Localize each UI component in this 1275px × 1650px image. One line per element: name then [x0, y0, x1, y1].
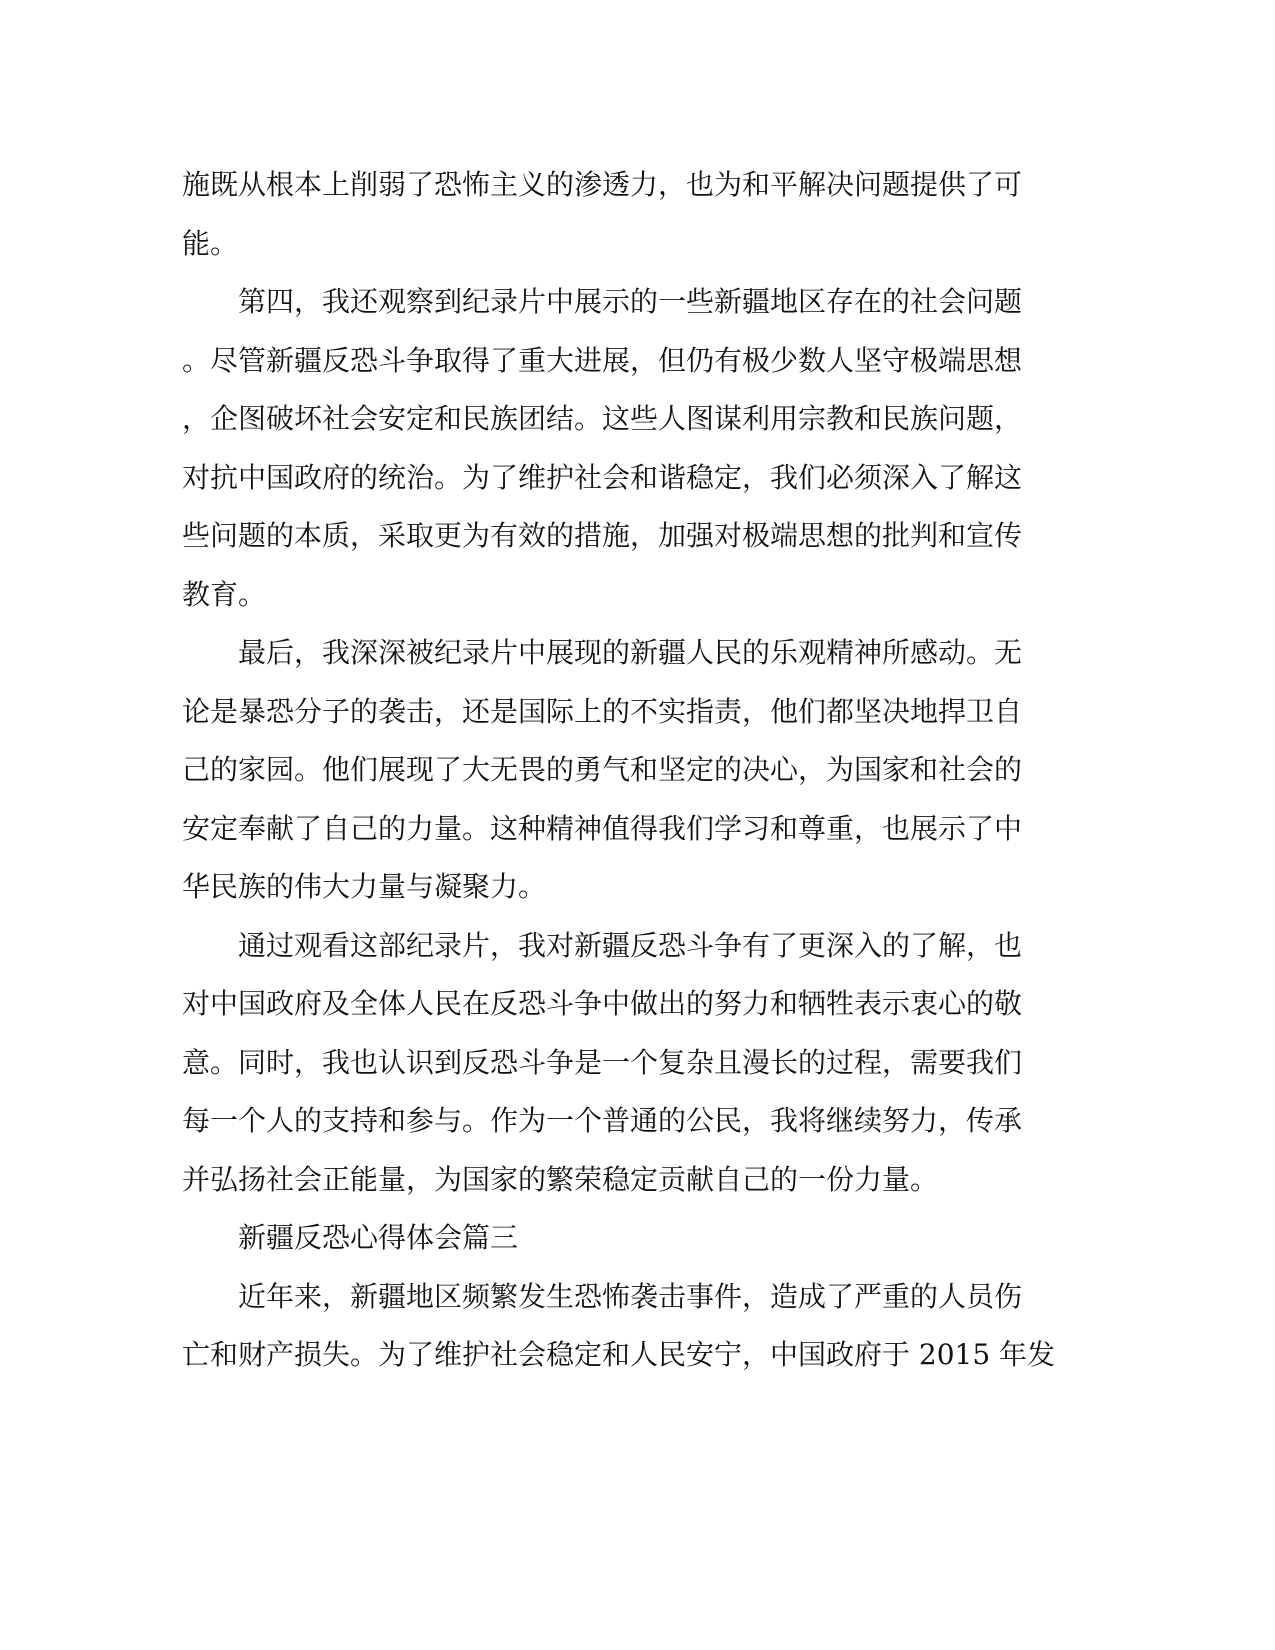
text-line: 施既从根本上削弱了恐怖主义的渗透力，也为和平解决问题提供了可: [182, 168, 1023, 201]
text-line: 安定奉献了自己的力量。这种精神值得我们学习和尊重，也展示了中: [182, 811, 1023, 845]
text-line: 近年来，新疆地区频繁发生恐怖袭击事件，造成了严重的人员伤: [182, 1279, 1023, 1313]
text-line: 每一个人的支持和参与。作为一个普通的公民，我将继续努力，传承: [182, 1104, 1023, 1137]
document-body: [182, 156, 1056, 1385]
text-line: 通过观看这部纪录片，我对新疆反恐斗争有了更深入的了解，也: [182, 928, 1023, 962]
text-line: 华民族的伟大力量与凝聚力。: [182, 870, 547, 903]
text-line: 己的家园。他们展现了大无畏的勇气和坚定的决心，为国家和社会的: [182, 753, 1023, 786]
text-line: 亡和财产损失。为了维护社会稳定和人民安宁，中国政府于 2015 年发: [182, 1338, 1056, 1371]
text-line: 第四，我还观察到纪录片中展示的一些新疆地区存在的社会问题: [182, 285, 1023, 318]
text-line: 能。: [182, 226, 239, 260]
text-line: 对抗中国政府的统治。为了维护社会和谐稳定，我们必须深入了解这: [182, 460, 1023, 494]
text-line: 最后，我深深被纪录片中展现的新疆人民的乐观精神所感动。无: [182, 636, 1023, 669]
text-line: ，企图破坏社会安定和民族团结。这些人图谋利用宗教和民族问题，: [182, 402, 1023, 435]
paragraph: [182, 1268, 1056, 1385]
text-line: 对中国政府及全体人民在反恐斗争中做出的努力和牺牲表示衷心的敬: [182, 987, 1023, 1020]
text-line: 论是暴恐分子的袭击，还是国际上的不实指责，他们都坚决地捍卫自: [182, 694, 1023, 728]
section-heading-text: 新疆反恐心得体会篇三: [182, 1221, 519, 1254]
text-line: 并弘扬社会正能量，为国家的繁荣稳定贡献自己的一份力量。: [182, 1162, 939, 1196]
paragraph: [182, 156, 1032, 273]
section-heading: [182, 1209, 1032, 1268]
text-line: 意。同时，我也认识到反恐斗争是一个复杂且漫长的过程，需要我们: [182, 1045, 1023, 1079]
text-line: 。尽管新疆反恐斗争取得了重大进展，但仍有极少数人坚守极端思想: [182, 343, 1023, 377]
text-line: 些问题的本质，采取更为有效的措施，加强对极端思想的批判和宣传: [182, 519, 1023, 552]
paragraph: [182, 624, 1032, 917]
paragraph: [182, 273, 1032, 624]
paragraph: [182, 917, 1032, 1210]
text-line: 教育。: [182, 577, 267, 611]
